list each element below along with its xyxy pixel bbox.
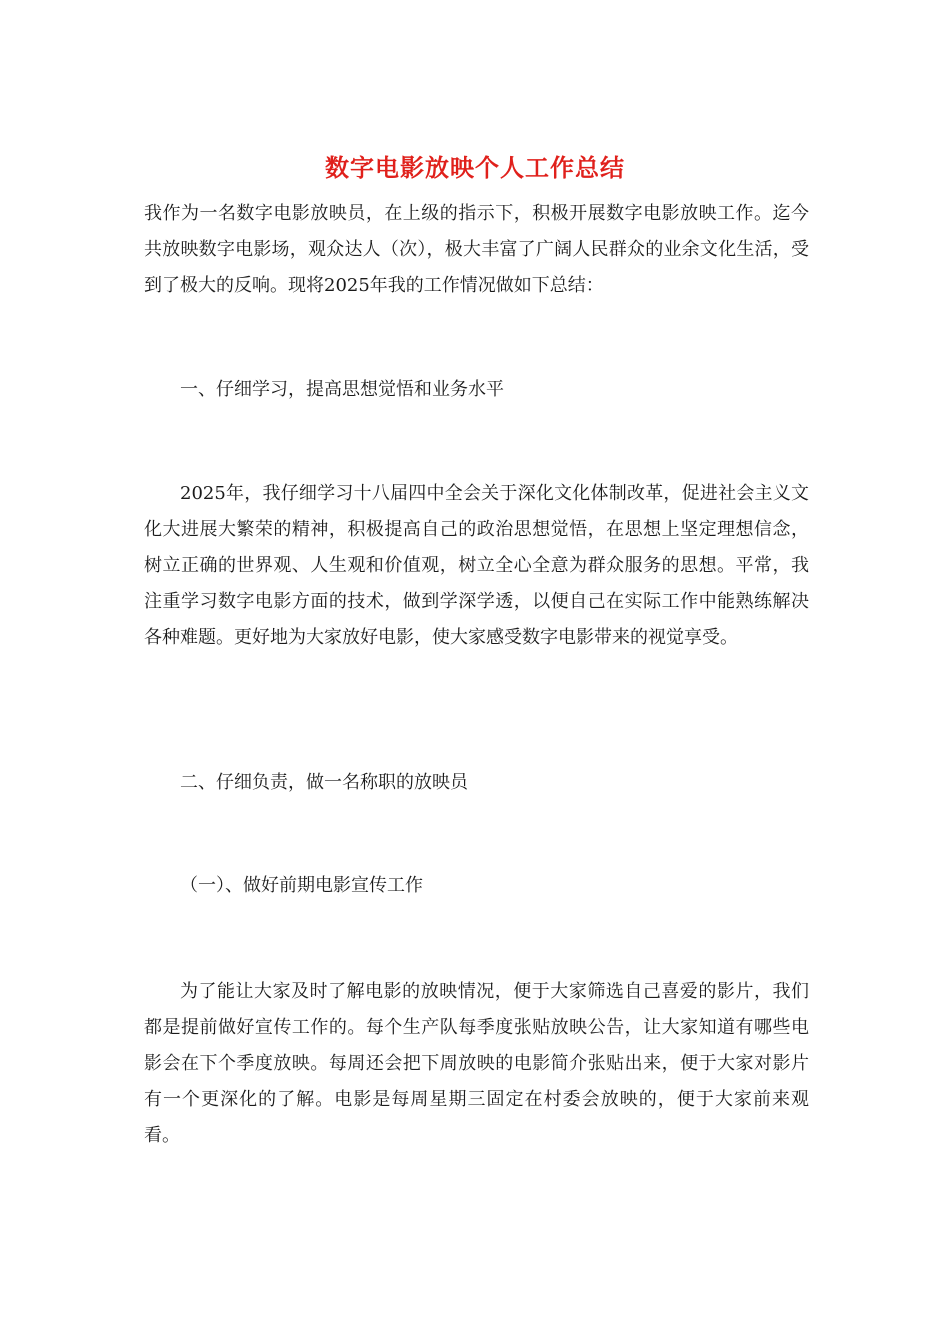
section2-heading: 二、仔细负责，做一名称职的放映员 [180,772,468,793]
section1-paragraph: 2025年，我仔细学习十八届四中全会关于深化文化体制改革，促进社会主义文化大进展大繁荣的精神，积极提高自己的政治思想觉悟，在思想上坚定理想信念，树立正确的世界观、人生观和价值观，树立全心全意为群众服务的思想。平常，我注重学习数字电影方面的技术，做到学深学透，以便自己在实际工作中能熟练解决各种难题。更好地为大家放好电影，使大家感受数字电影带来的视觉享受。 [144,483,809,648]
subsection1-paragraph: 为了能让大家及时了解电影的放映情况，便于大家筛选自己喜爱的影片，我们都是提前做好宣传工作的。每个生产队每季度张贴放映公告，让大家知道有哪些电影会在下个季度放映。每周还会把下周放映的电影简介张贴出来，便于大家对影片有一个更深化的了解。电影是每周星期三固定在村委会放映的，便于大家前来观看。 [144,981,809,1146]
subsection1-heading: （一）、做好前期电影宣传工作 [180,875,423,896]
intro-paragraph: 我作为一名数字电影放映员，在上级的指示下，积极开展数字电影放映工作。迄今共放映数字电影场，观众达人（次），极大丰富了广阔人民群众的业余文化生活，受到了极大的反响。现将2025年我的工作情况做如下总结： [144,203,809,296]
section1-heading: 一、仔细学习，提高思想觉悟和业务水平 [180,379,504,400]
document-title: 数字电影放映个人工作总结 [325,153,625,182]
